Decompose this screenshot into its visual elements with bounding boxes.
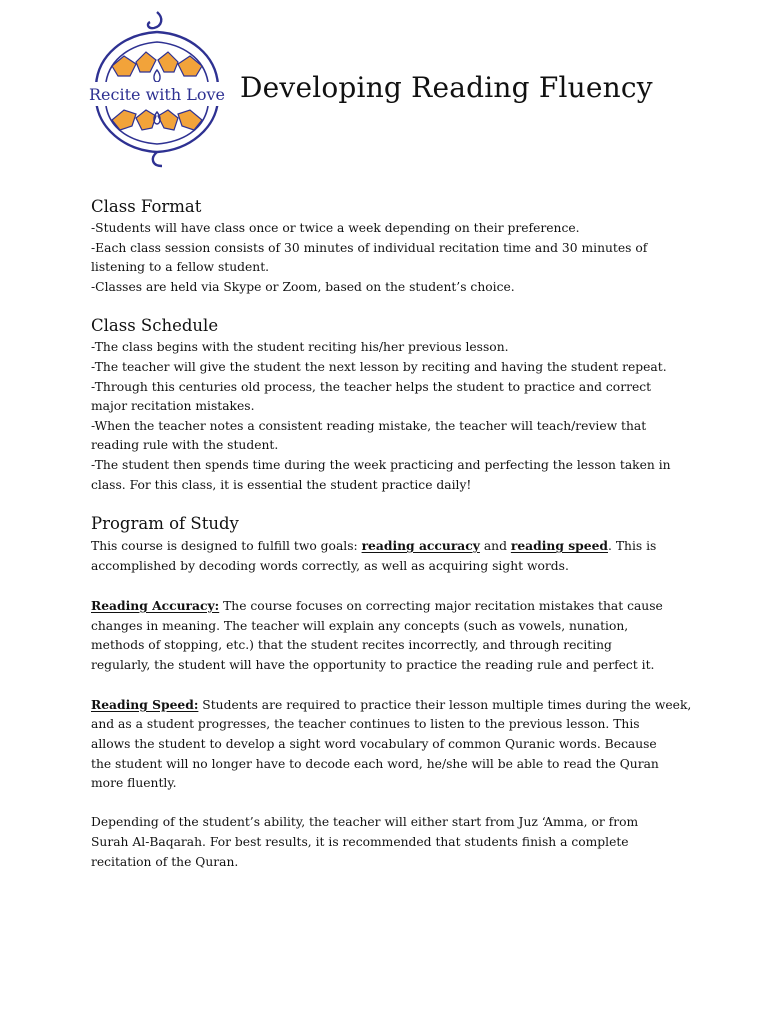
- body-line: accomplished by decoding words correctly, as well as acquiring sight words.: [91, 558, 569, 573]
- paragraph-text: Students are required to practice their lesson multiple times during the week,: [198, 697, 692, 712]
- term-reading-speed: reading speed: [510, 538, 608, 554]
- body-line: methods of stopping, etc.) that the student recites incorrectly, and through reciting: [91, 638, 612, 653]
- accuracy-first-line: [91, 596, 691, 617]
- section-heading: Class Schedule: [91, 316, 219, 336]
- body-line: and as a student progresses, the teacher continues to listen to the previous lesson. This: [91, 717, 640, 732]
- logo-text: Recite with Love: [89, 85, 225, 104]
- page-title: Developing Reading Fluency: [240, 71, 653, 104]
- intro-text: . This is: [608, 539, 657, 554]
- body-line: -The class begins with the student reciting his/her previous lesson.: [91, 340, 509, 355]
- section-heading: Class Format: [91, 197, 202, 216]
- body-line: class. For this class, it is essential the student practice daily!: [91, 477, 472, 492]
- section-program-of-study: [91, 513, 691, 872]
- paragraph-reading-speed: [91, 695, 691, 794]
- body-line: -Classes are held via Skype or Zoom, based on the student’s choice.: [91, 279, 515, 294]
- intro-text: This course is designed to fulfill two goals:: [91, 539, 362, 554]
- body-line: Surah Al-Baqarah. For best results, it is recommended that students finish a complete: [91, 835, 629, 850]
- body-line: recitation of the Quran.: [91, 854, 239, 869]
- paragraph-reading-accuracy: [91, 596, 691, 675]
- body-line: allows the student to develop a sight word vocabulary of common Quranic words. Because: [91, 737, 657, 752]
- term-label: Reading Accuracy:: [91, 597, 220, 613]
- paragraph-closing: [91, 813, 691, 872]
- body-line: -Through this centuries old process, the teacher helps the student to practice and correct: [91, 379, 652, 394]
- body-line: reading rule with the student.: [91, 438, 279, 453]
- body-line: -Students will have class once or twice a week depending on their preference.: [91, 221, 580, 235]
- body-line: regularly, the student will have the opportunity to practice the reading rule and perfect it.: [91, 657, 655, 672]
- term-label: Reading Speed:: [91, 696, 199, 712]
- body-line: Depending of the student’s ability, the teacher will either start from Juz ‘Amma, or from: [91, 815, 639, 830]
- recite-with-love-logo: [84, 10, 230, 168]
- body-line: -Each class session consists of 30 minutes of individual recitation time and 30 minutes of: [91, 240, 648, 255]
- intro-text: and: [479, 539, 511, 554]
- speed-first-line: [91, 695, 691, 716]
- body-line: major recitation mistakes.: [91, 399, 255, 414]
- logo-emblem-icon: [84, 10, 230, 168]
- section-class-schedule: [91, 315, 691, 495]
- body-line: listening to a fellow student.: [91, 260, 270, 275]
- body-line: more fluently.: [91, 776, 177, 791]
- intro-line: [91, 536, 691, 557]
- document-body: [91, 196, 691, 872]
- body-line: -When the teacher notes a consistent reading mistake, the teacher will teach/review that: [91, 418, 647, 433]
- section-heading: Program of Study: [91, 514, 239, 534]
- body-line: -The teacher will give the student the next lesson by reciting and having the student repeat.: [91, 359, 667, 374]
- body-line: changes in meaning. The teacher will explain any concepts (such as vowels, nunation,: [91, 618, 629, 633]
- body-line: -The student then spends time during the week practicing and perfecting the lesson taken in: [91, 457, 671, 472]
- section-class-format: [91, 196, 691, 297]
- paragraph-text: The course focuses on correcting major recitation mistakes that cause: [219, 598, 663, 613]
- body-line: the student will no longer have to decode each word, he/she will be able to read the Quran: [91, 756, 659, 771]
- term-reading-accuracy: reading accuracy: [361, 538, 480, 554]
